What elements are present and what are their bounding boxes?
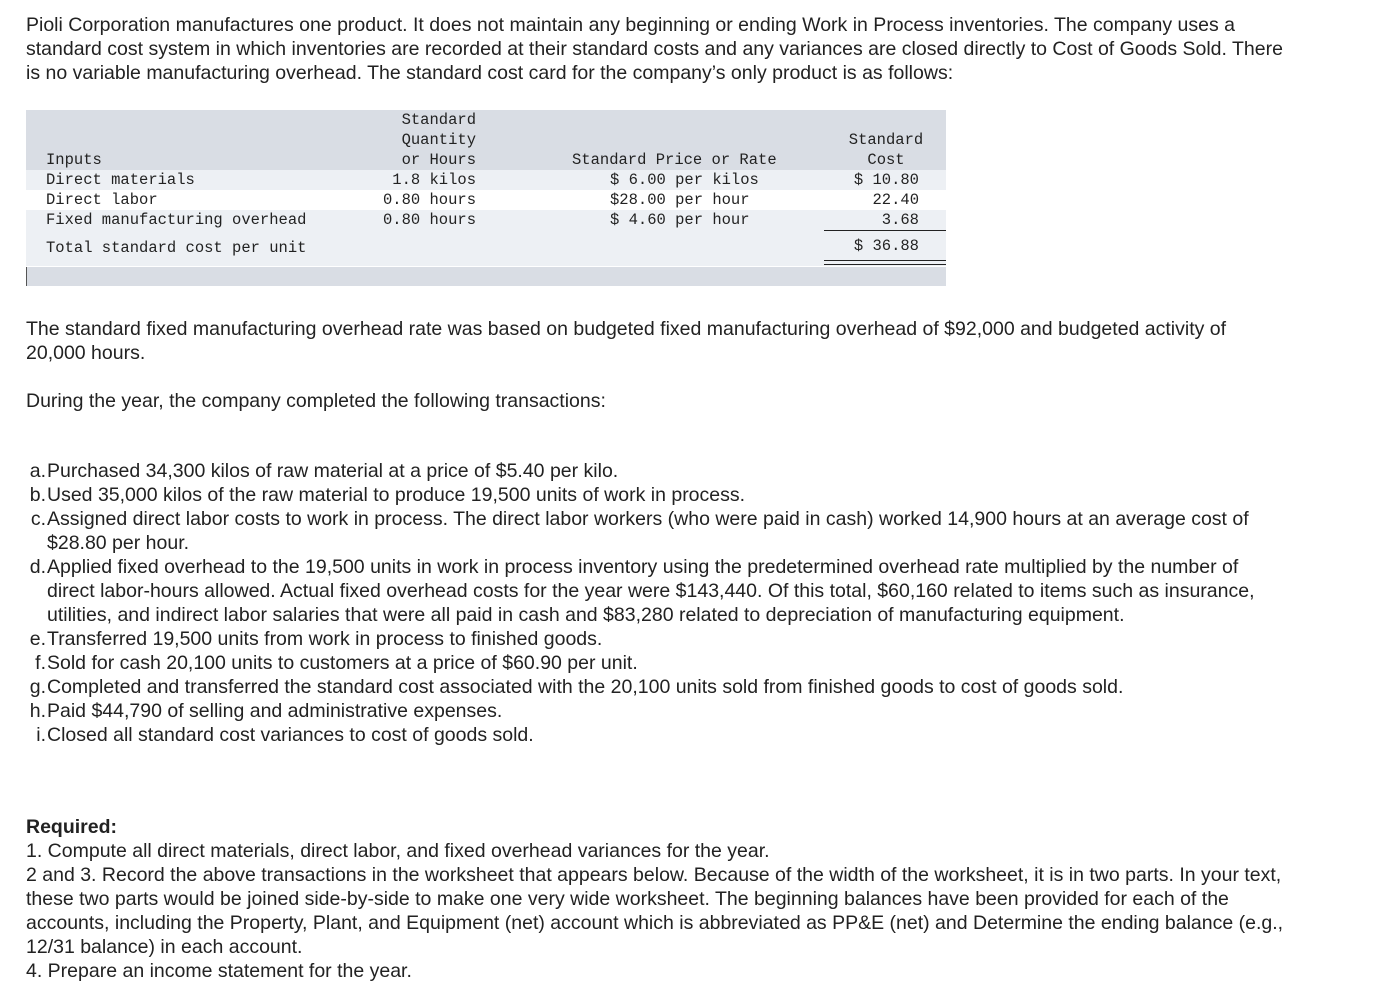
row-qty: 1.8 kilos <box>392 171 476 189</box>
transaction-text: Closed all standard cost variances to cost of goods sold. <box>47 724 534 746</box>
row-price: $28.00 per hour <box>610 191 750 209</box>
transactions-list <box>26 459 1286 747</box>
row-qty: 0.80 hours <box>382 211 476 229</box>
footer-band <box>26 267 946 286</box>
transaction-text: Transferred 19,500 units from work in process to finished goods. <box>47 628 603 650</box>
row-cost: $ 10.80 <box>853 171 919 189</box>
header-qty-line3: or Hours <box>401 151 476 169</box>
rate-paragraph: The standard fixed manufacturing overhead rate was based on budgeted fixed manufacturing overhead of $92,000 and budgeted activity of 20,000 hours. <box>26 318 1227 364</box>
row-qty: 0.80 hours <box>382 191 476 209</box>
transaction-text: Paid $44,790 of selling and administrative expenses. <box>47 700 503 722</box>
transaction-item <box>26 555 1286 627</box>
row-input: Fixed manufacturing overhead <box>46 211 307 229</box>
transaction-item <box>26 675 1286 699</box>
required-item: 4. Prepare an income statement for the year. <box>26 960 412 982</box>
transaction-letter: i. <box>36 724 46 746</box>
total-value: $ 36.88 <box>853 237 919 255</box>
transaction-letter: h. <box>29 700 46 722</box>
double-rule-bottom <box>824 264 946 265</box>
transaction-text: Used 35,000 kilos of the raw material to produce 19,500 units of work in process. <box>47 484 746 506</box>
transaction-letter: c. <box>30 508 46 530</box>
header-cost-line1: Standard <box>848 131 924 149</box>
transaction-text: Completed and transferred the standard cost associated with the 20,100 units sold from finished goods to cost of goods sold. <box>47 676 1124 698</box>
footer-edge <box>26 267 27 286</box>
transaction-text: Purchased 34,300 kilos of raw material at a price of $5.40 per kilo. <box>47 460 619 482</box>
intro-paragraph: Pioli Corporation manufactures one product. It does not maintain any beginning or ending Work in Process inventories. The company uses a standard cost system in which inventories are recorded at their standard costs and any variances are closed directly to Cost of Goods Sold. There is no variable manufacturing overhead. The standard cost card for the company’s only product is as follows: <box>26 14 1283 84</box>
transaction-item <box>26 699 1286 723</box>
row-cost: 22.40 <box>872 191 919 209</box>
transaction-item <box>26 723 1286 747</box>
transaction-letter: f. <box>35 652 46 674</box>
transaction-letter: b. <box>29 484 46 506</box>
transaction-item <box>26 627 1286 651</box>
row-input: Direct labor <box>46 191 158 209</box>
transaction-item <box>26 507 1286 555</box>
transaction-letter: g. <box>29 676 46 698</box>
transaction-text: Applied fixed overhead to the 19,500 units in work in process inventory using the predetermined overhead rate multiplied by the number of direct labor-hours allowed. Actual fixed overhead costs for the year were $143,440. Of this total, $60,160 related to items such as insurance, utilities, and indirect labor salaries that were all paid in cash and $83,280 related to depreciation of manufacturing equipment. <box>47 556 1255 626</box>
standard-cost-card <box>26 110 946 286</box>
transaction-text: Sold for cash 20,100 units to customers at a price of $60.90 per unit. <box>47 652 638 674</box>
header-band <box>26 110 946 170</box>
during-paragraph: During the year, the company completed the following transactions: <box>26 390 606 412</box>
row-price: $ 6.00 per kilos <box>610 171 759 189</box>
subtotal-rule <box>824 230 946 231</box>
row-price: $ 4.60 per hour <box>610 211 750 229</box>
transaction-letter: e. <box>29 628 46 650</box>
transaction-item <box>26 483 1286 507</box>
transaction-item <box>26 651 1286 675</box>
transaction-item <box>26 459 1286 483</box>
header-cost-line2: Cost <box>867 151 905 169</box>
double-rule-top <box>824 260 946 261</box>
transaction-letter: d. <box>29 556 46 578</box>
required-section <box>26 815 1296 983</box>
transaction-letter: a. <box>29 460 46 482</box>
required-item: 2 and 3. Record the above transactions in the worksheet that appears below. Because of the width of the worksheet, it is in two parts. In your text, these two parts would be joined side-by-side to make one very wide worksheet. The beginning balances have been provided for each of the accounts, including the Property, Plant, and Equipment (net) account which is abbreviated as PP&E (net) and Determine the ending balance (e.g., 12/31 balance) in each account. <box>26 864 1284 958</box>
required-heading: Required: <box>26 816 118 838</box>
header-qty-line2: Quantity <box>401 131 476 149</box>
total-label: Total standard cost per unit <box>46 239 307 257</box>
transaction-text: Assigned direct labor costs to work in process. The direct labor workers (who were paid in cash) worked 14,900 hours at an average cost of $28.80 per hour. <box>47 508 1249 554</box>
required-item: 1. Compute all direct materials, direct labor, and fixed overhead variances for the year. <box>26 840 770 862</box>
row-input: Direct materials <box>46 171 195 189</box>
header-qty-line1: Standard <box>401 111 476 129</box>
header-inputs: Inputs <box>46 151 102 169</box>
row-cost: 3.68 <box>881 211 919 229</box>
header-price: Standard Price or Rate <box>572 151 777 169</box>
